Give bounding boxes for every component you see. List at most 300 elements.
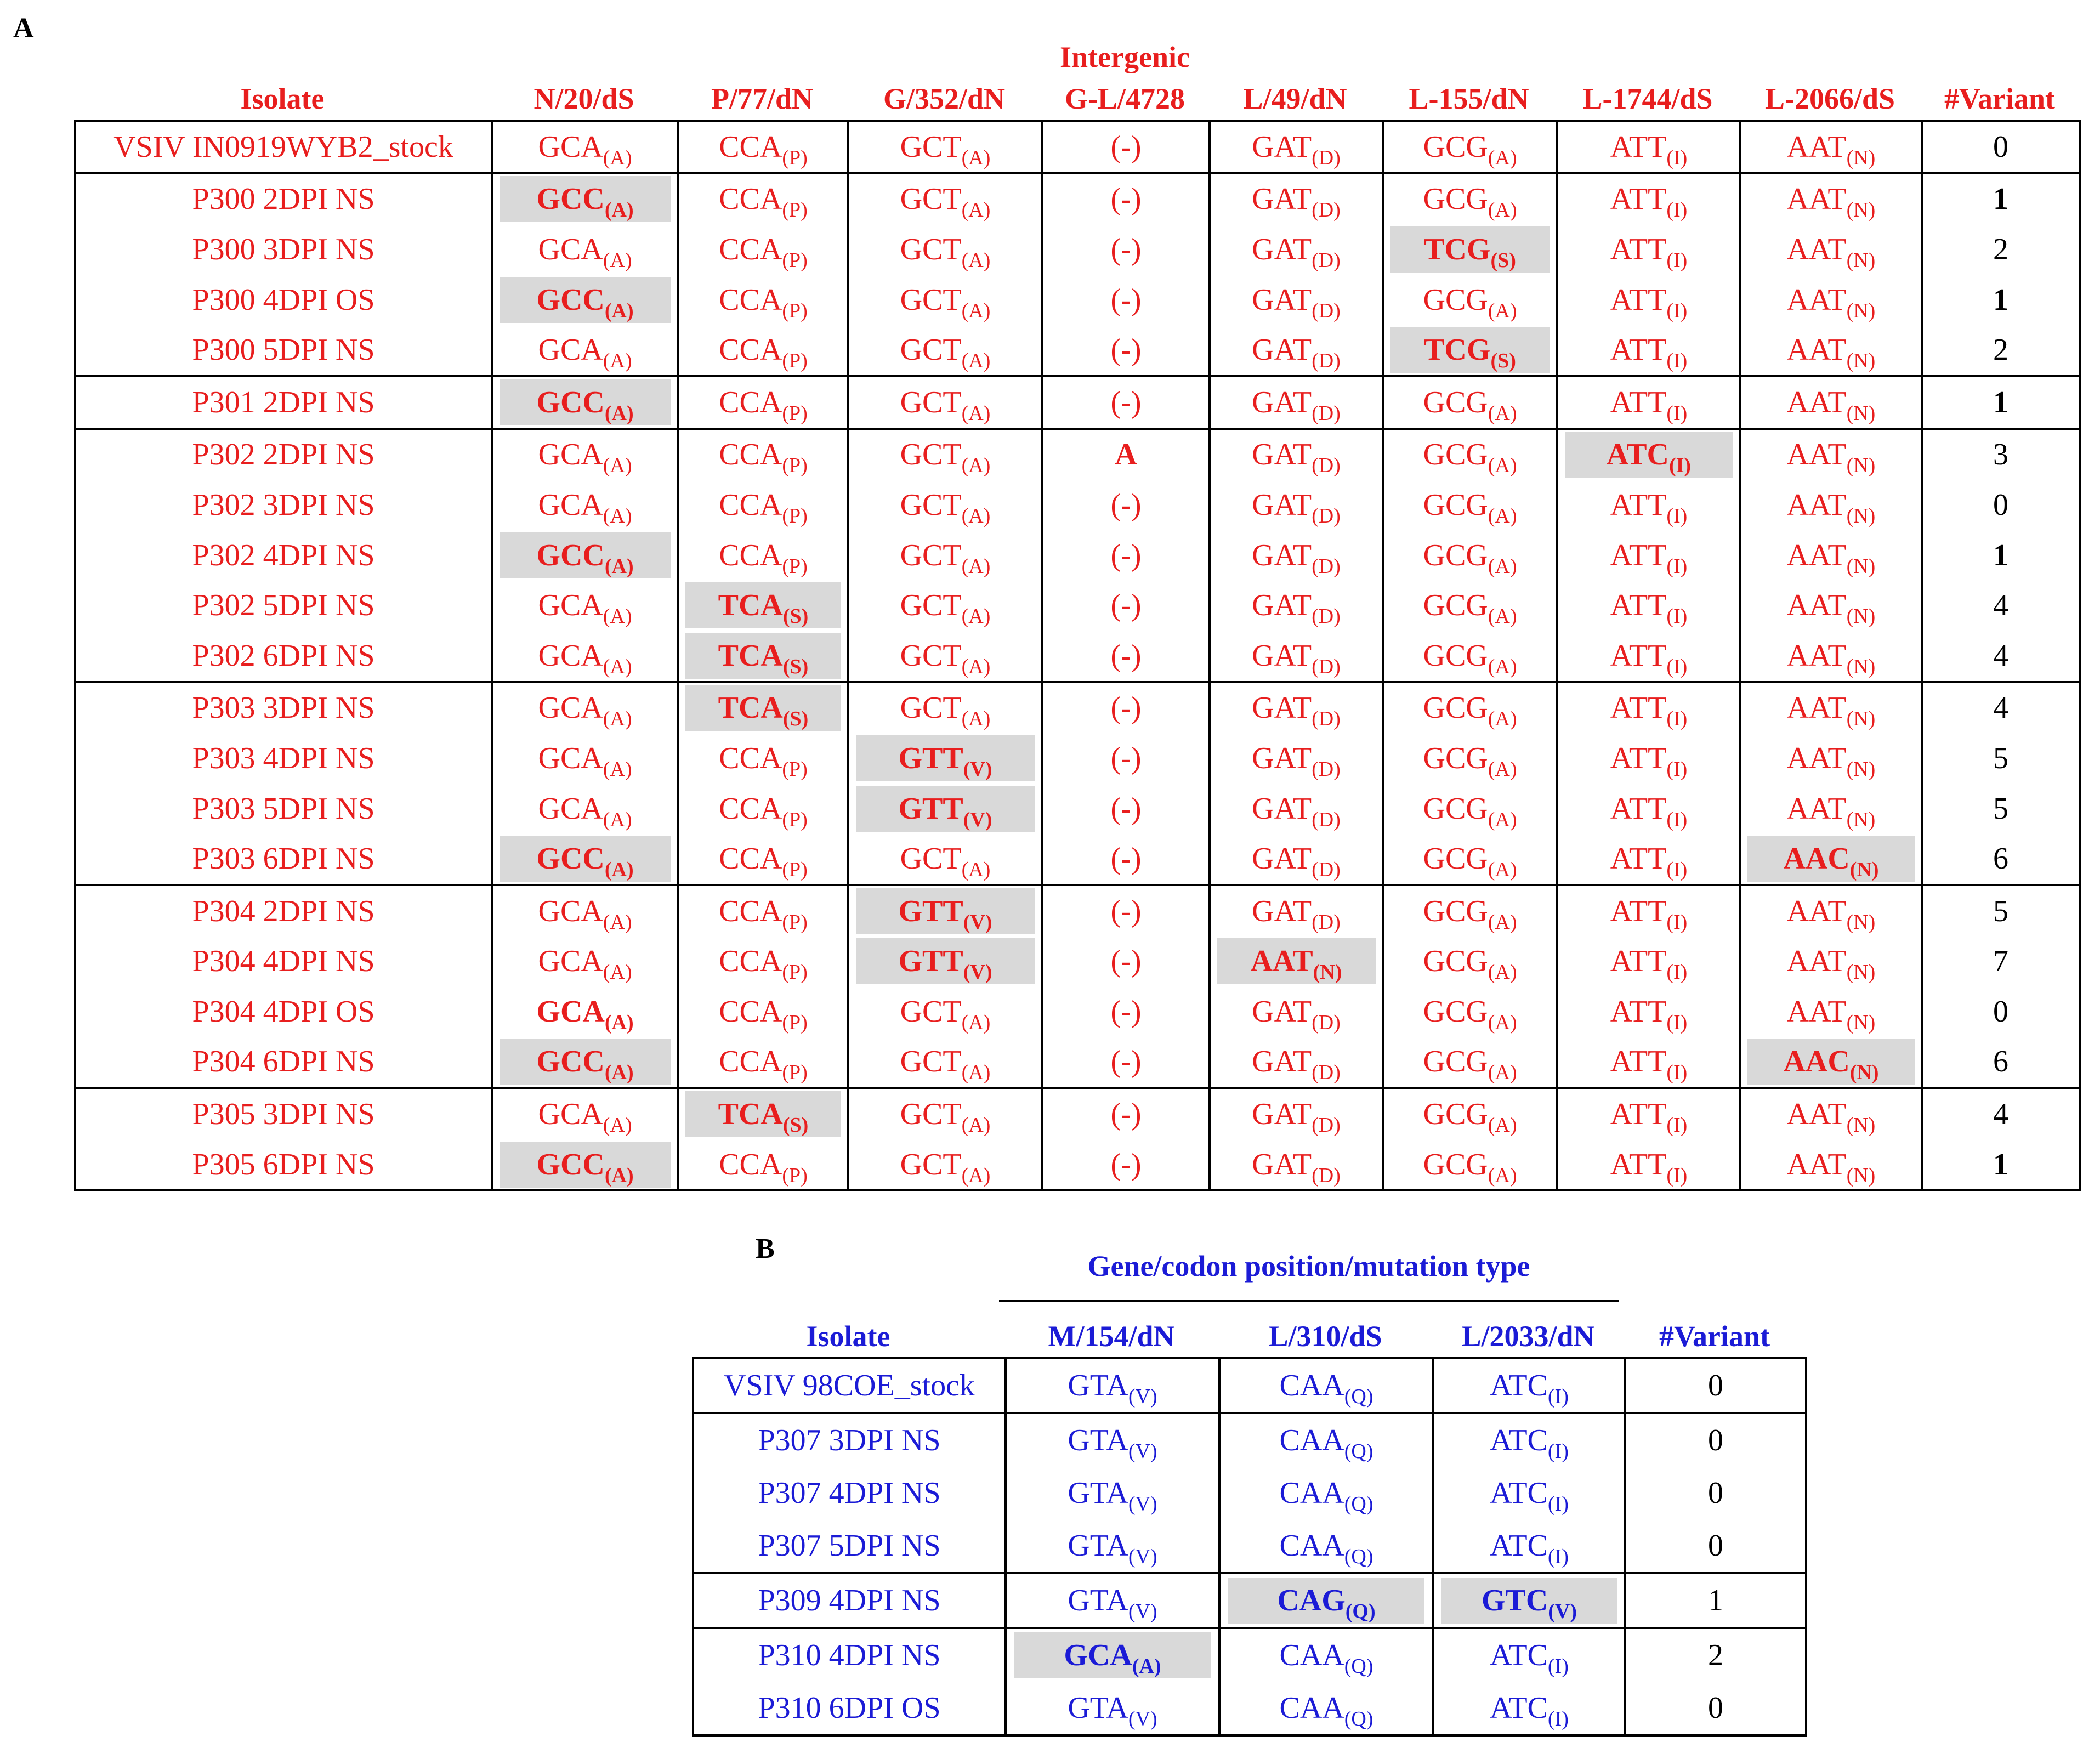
- codon: [1423, 124, 1517, 170]
- amino-acid-subscript: (N): [1846, 808, 1876, 831]
- codon-sequence: (-): [1110, 232, 1142, 266]
- codon: [1068, 1470, 1157, 1516]
- codon-cell: [1042, 530, 1210, 581]
- codon: [1423, 735, 1517, 781]
- codon: [1787, 379, 1876, 425]
- codon-cell: [848, 325, 1042, 376]
- codon-sequence: GCT: [900, 333, 962, 367]
- codon-cell: [848, 833, 1042, 885]
- variant-count: 1: [1993, 1147, 2008, 1182]
- codon-cell: [1740, 1088, 1922, 1139]
- amino-acid-subscript: (A): [603, 1114, 632, 1137]
- amino-acid-subscript: (V): [963, 808, 992, 831]
- codon-cell: [1557, 1088, 1740, 1139]
- codon-cell: [1210, 784, 1383, 834]
- variant-count-cell: [1922, 833, 2080, 885]
- codon-cell: [1006, 1467, 1219, 1519]
- variant-count-cell: [1922, 885, 2080, 937]
- codon: [719, 277, 808, 323]
- table-row: [693, 1573, 1806, 1628]
- codon-cell: [1383, 121, 1557, 173]
- amino-acid-subscript: (N): [1846, 299, 1876, 322]
- codon-sequence: ATT: [1610, 232, 1667, 266]
- codon-sequence: GCG: [1423, 385, 1488, 419]
- codon-cell: [1740, 530, 1922, 581]
- panel-a-table: [74, 120, 2081, 1191]
- codon: [900, 582, 991, 628]
- codon-sequence: CCA: [719, 333, 782, 367]
- codon: [538, 582, 632, 628]
- codon: [900, 532, 991, 578]
- codon-cell: [1740, 429, 1922, 480]
- codon: [1610, 226, 1688, 273]
- highlighted-codon: [500, 277, 671, 323]
- amino-acid-subscript: (A): [1488, 454, 1517, 478]
- panel-a-header: [74, 38, 2079, 120]
- amino-acid-subscript: (A): [1488, 198, 1517, 222]
- amino-acid-subscript: (P): [782, 401, 808, 425]
- codon: [538, 735, 632, 781]
- isolate-cell: P300 3DPI NS: [75, 224, 492, 275]
- isolate-cell: P309 4DPI NS: [693, 1573, 1006, 1628]
- codon-sequence: GAT: [1252, 438, 1312, 472]
- codon-cell: [1433, 1573, 1625, 1628]
- codon-cell: [1433, 1519, 1625, 1573]
- table-row: [75, 173, 2080, 225]
- variant-count-cell: [1922, 429, 2080, 480]
- variant-count: 5: [1993, 791, 2008, 826]
- amino-acid-subscript: (D): [1312, 707, 1341, 731]
- codon-cell: [1557, 530, 1740, 581]
- codon-sequence: GCG: [1423, 994, 1488, 1029]
- amino-acid-subscript: (N): [1846, 504, 1876, 527]
- codon: [1111, 327, 1142, 373]
- amino-acid-subscript: (Q): [1345, 1600, 1376, 1623]
- codon: [1280, 1470, 1373, 1516]
- codon: [1787, 786, 1876, 832]
- amino-acid-subscript: (P): [782, 349, 808, 373]
- amino-acid-subscript: (I): [1666, 1114, 1688, 1137]
- amino-acid-subscript: (N): [1846, 757, 1876, 781]
- codon-sequence: ATT: [1610, 129, 1667, 164]
- amino-acid-subscript: (A): [603, 655, 632, 678]
- codon-sequence: GAT: [1252, 282, 1312, 317]
- codon-sequence: CAG: [1277, 1584, 1346, 1618]
- codon-sequence: GCG: [1423, 1147, 1488, 1182]
- table-row: [75, 376, 2080, 429]
- amino-acid-subscript: (A): [604, 198, 634, 222]
- amino-acid-subscript: (I): [1547, 1385, 1569, 1408]
- column-header-line: P/77/dN: [711, 82, 814, 115]
- codon-sequence: AAT: [1786, 182, 1847, 217]
- codon-cell: [848, 682, 1042, 734]
- amino-acid-subscript: (A): [604, 1061, 634, 1085]
- codon: [900, 633, 991, 679]
- codon-cell: [1219, 1413, 1433, 1467]
- highlighted-codon: [1747, 1039, 1914, 1085]
- codon-cell: [848, 580, 1042, 631]
- amino-acid-subscript: (D): [1312, 198, 1341, 222]
- table-row: [693, 1682, 1806, 1735]
- codon-sequence: ATC: [1490, 1691, 1548, 1725]
- highlighted-codon: [685, 1091, 842, 1137]
- codon-sequence: ATT: [1610, 741, 1667, 775]
- amino-acid-subscript: (V): [1128, 1493, 1157, 1516]
- codon-cell: [848, 733, 1042, 784]
- codon: [538, 432, 632, 478]
- codon-sequence: GTA: [1068, 1529, 1128, 1563]
- codon-cell: [678, 1037, 848, 1088]
- amino-acid-subscript: (D): [1312, 858, 1341, 882]
- amino-acid-subscript: (N): [1849, 858, 1879, 882]
- table-row: [75, 121, 2080, 173]
- codon-sequence: (-): [1110, 1147, 1142, 1182]
- codon-cell: [1042, 682, 1210, 734]
- codon-sequence: TCA: [718, 1097, 783, 1132]
- amino-acid-subscript: (V): [1128, 1600, 1157, 1623]
- codon-cell: [1042, 173, 1210, 225]
- variant-count-cell: [1922, 1037, 2080, 1088]
- codon-sequence: AAT: [1786, 791, 1847, 826]
- amino-acid-subscript: (D): [1312, 605, 1341, 628]
- variant-count-cell: [1922, 580, 2080, 631]
- codon: [1111, 226, 1142, 273]
- codon-sequence: GAT: [1252, 741, 1312, 775]
- codon-cell: [492, 833, 678, 885]
- codon-sequence: GAT: [1252, 588, 1312, 623]
- amino-acid-subscript: (N): [1846, 1114, 1876, 1137]
- codon-sequence: GCG: [1423, 638, 1488, 673]
- amino-acid-subscript: (N): [1846, 146, 1876, 169]
- amino-acid-subscript: (D): [1312, 1011, 1341, 1034]
- amino-acid-subscript: (P): [782, 299, 808, 322]
- isolate-cell: VSIV 98COE_stock: [693, 1358, 1006, 1413]
- codon-sequence: GCA: [538, 487, 603, 522]
- codon-cell: [1210, 733, 1383, 784]
- amino-acid-subscript: (I): [1666, 401, 1688, 425]
- codon: [900, 327, 991, 373]
- codon-sequence: AAT: [1786, 1097, 1847, 1132]
- variant-count-cell: [1922, 733, 2080, 784]
- codon: [900, 1039, 991, 1085]
- amino-acid-subscript: (I): [1547, 1545, 1569, 1568]
- isolate-cell: P303 6DPI NS: [75, 833, 492, 885]
- amino-acid-subscript: (A): [1488, 299, 1517, 322]
- amino-acid-subscript: (A): [1488, 655, 1517, 678]
- codon-cell: [1557, 480, 1740, 530]
- amino-acid-subscript: (Q): [1344, 1440, 1373, 1463]
- column-header-line: G-L/4728: [1064, 82, 1185, 115]
- codon: [1252, 1142, 1341, 1188]
- codon-cell: [1557, 325, 1740, 376]
- codon-sequence: GCG: [1423, 538, 1488, 572]
- codon-cell: [1210, 937, 1383, 987]
- codon-sequence: TCA: [718, 588, 783, 623]
- codon: [538, 633, 632, 679]
- codon-cell: [1433, 1358, 1625, 1413]
- codon: [1610, 786, 1688, 832]
- codon-sequence: GCA: [538, 129, 603, 164]
- codon-cell: [1219, 1682, 1433, 1735]
- codon: [1490, 1685, 1569, 1731]
- codon-sequence: ATC: [1490, 1369, 1548, 1403]
- codon: [1068, 1685, 1157, 1731]
- amino-acid-subscript: (A): [1488, 808, 1517, 831]
- amino-acid-subscript: (P): [782, 1061, 808, 1085]
- codon-sequence: ATT: [1610, 1147, 1667, 1182]
- codon-cell: [678, 429, 848, 480]
- highlighted-codon: [1565, 432, 1733, 478]
- codon-cell: [1210, 224, 1383, 275]
- highlighted-codon: [1441, 1578, 1617, 1624]
- codon-sequence: GCG: [1423, 1045, 1488, 1079]
- codon-cell: [1383, 885, 1557, 937]
- codon-sequence: (-): [1110, 691, 1142, 725]
- codon-sequence: GCT: [900, 385, 962, 419]
- amino-acid-subscript: (A): [961, 707, 991, 731]
- codon-sequence: AAT: [1786, 741, 1847, 775]
- highlighted-codon: [1390, 327, 1550, 373]
- amino-acid-subscript: (A): [603, 808, 632, 831]
- amino-acid-subscript: (S): [782, 655, 809, 678]
- variant-count: 7: [1993, 944, 2008, 979]
- variant-count: 0: [1708, 1369, 1723, 1403]
- amino-acid-subscript: (S): [1490, 248, 1516, 272]
- codon: [1610, 989, 1688, 1035]
- column-header-line: Intergenic: [1060, 41, 1190, 73]
- codon-cell: [678, 580, 848, 631]
- codon-sequence: ATT: [1610, 588, 1667, 623]
- codon: [1252, 633, 1341, 679]
- variant-count: 4: [1993, 1097, 2008, 1132]
- isolate-cell: P302 2DPI NS: [75, 429, 492, 480]
- codon-cell: [1740, 631, 1922, 682]
- codon-sequence: GCT: [900, 1045, 962, 1079]
- codon-sequence: (-): [1110, 182, 1142, 217]
- codon: [1423, 633, 1517, 679]
- table-row: [693, 1519, 1806, 1573]
- codon: [1252, 532, 1341, 578]
- codon: [1423, 888, 1517, 934]
- codon: [900, 836, 991, 882]
- codon-cell: [1042, 325, 1210, 376]
- isolate-cell: P310 4DPI NS: [693, 1628, 1006, 1682]
- isolate-cell: P310 6DPI OS: [693, 1682, 1006, 1735]
- codon-cell: [848, 480, 1042, 530]
- codon: [1610, 633, 1688, 679]
- variant-count: 1: [1993, 282, 2008, 317]
- amino-acid-subscript: (A): [1132, 1655, 1161, 1678]
- column-header-line: L/49/dN: [1243, 82, 1347, 115]
- amino-acid-subscript: (A): [603, 757, 632, 781]
- variant-count-cell: [1922, 376, 2080, 429]
- isolate-cell: P304 6DPI NS: [75, 1037, 492, 1088]
- codon: [1423, 379, 1517, 425]
- amino-acid-subscript: (I): [1666, 554, 1688, 578]
- codon-sequence: (-): [1110, 588, 1142, 623]
- codon-cell: [678, 121, 848, 173]
- codon: [1111, 989, 1142, 1035]
- amino-acid-subscript: (A): [604, 1011, 634, 1034]
- amino-acid-subscript: (A): [961, 349, 991, 373]
- amino-acid-subscript: (D): [1312, 248, 1341, 272]
- codon: [1252, 735, 1341, 781]
- variant-count-cell: [1922, 1088, 2080, 1139]
- codon-sequence: GAT: [1252, 129, 1312, 164]
- codon: [1111, 633, 1142, 679]
- codon-cell: [1042, 580, 1210, 631]
- codon-sequence: ATC: [1490, 1638, 1548, 1672]
- codon-cell: [678, 530, 848, 581]
- codon-cell: [1557, 784, 1740, 834]
- codon: [1787, 633, 1876, 679]
- codon-sequence: GTT: [898, 791, 963, 826]
- highlighted-codon: [685, 685, 842, 731]
- column-header-line: G/352/dN: [883, 82, 1006, 115]
- amino-acid-subscript: (Q): [1344, 1707, 1373, 1730]
- codon-cell: [1740, 480, 1922, 530]
- codon-sequence: ATT: [1610, 385, 1667, 419]
- codon: [719, 482, 808, 528]
- codon: [538, 938, 632, 984]
- codon-cell: [1740, 833, 1922, 885]
- codon-sequence: GCT: [900, 232, 962, 266]
- variant-count: 1: [1708, 1584, 1723, 1618]
- codon-cell: [678, 480, 848, 530]
- codon-sequence: ATT: [1610, 894, 1667, 928]
- codon-sequence: (-): [1110, 129, 1142, 164]
- codon: [719, 327, 808, 373]
- codon-sequence: (-): [1110, 894, 1142, 928]
- codon-sequence: A: [1115, 438, 1137, 472]
- variant-count-cell: [1922, 121, 2080, 173]
- codon-sequence: CCA: [719, 1045, 782, 1079]
- codon-cell: [678, 631, 848, 682]
- codon-cell: [1210, 429, 1383, 480]
- codon-sequence: GCT: [900, 1147, 962, 1182]
- amino-acid-subscript: (N): [1846, 707, 1876, 731]
- column-header: Isolate: [806, 1320, 890, 1353]
- codon-cell: [1557, 429, 1740, 480]
- codon: [1280, 1523, 1373, 1569]
- amino-acid-subscript: (A): [604, 858, 634, 882]
- variant-count-cell: [1922, 631, 2080, 682]
- codon: [1610, 482, 1688, 528]
- amino-acid-subscript: (I): [1666, 605, 1688, 628]
- codon-cell: [678, 376, 848, 429]
- column-header: [74, 78, 491, 120]
- codon-sequence: GAT: [1252, 333, 1312, 367]
- amino-acid-subscript: (I): [1666, 910, 1688, 934]
- amino-acid-subscript: (I): [1547, 1655, 1569, 1678]
- amino-acid-subscript: (D): [1312, 757, 1341, 781]
- codon-sequence: CCA: [719, 232, 782, 266]
- codon-cell: [492, 1037, 678, 1088]
- amino-acid-subscript: (I): [1666, 198, 1688, 222]
- variant-count-cell: [1922, 224, 2080, 275]
- codon-sequence: GCT: [900, 1097, 962, 1132]
- amino-acid-subscript: (P): [782, 858, 808, 882]
- codon-cell: [1383, 631, 1557, 682]
- codon-cell: [1557, 733, 1740, 784]
- amino-acid-subscript: (D): [1312, 454, 1341, 478]
- codon-sequence: ATC: [1490, 1529, 1548, 1563]
- amino-acid-subscript: (P): [782, 248, 808, 272]
- highlighted-codon: [1217, 938, 1376, 984]
- highlighted-codon: [685, 633, 842, 679]
- amino-acid-subscript: (D): [1312, 1164, 1341, 1187]
- amino-acid-subscript: (A): [603, 605, 632, 628]
- codon: [719, 938, 808, 984]
- codon-sequence: GCT: [900, 129, 962, 164]
- codon: [1787, 432, 1876, 478]
- codon: [538, 685, 632, 731]
- codon: [719, 1142, 808, 1188]
- codon-sequence: GCC: [536, 282, 605, 317]
- variant-count-cell: [1922, 784, 2080, 834]
- codon-cell: [1740, 224, 1922, 275]
- highlighted-codon: [1228, 1578, 1425, 1624]
- isolate-cell: P300 4DPI OS: [75, 275, 492, 325]
- amino-acid-subscript: (A): [961, 146, 991, 169]
- variant-count-cell: [1625, 1358, 1806, 1413]
- codon-sequence: GAT: [1252, 842, 1312, 876]
- codon-cell: [678, 733, 848, 784]
- amino-acid-subscript: (P): [782, 808, 808, 831]
- codon: [1787, 582, 1876, 628]
- codon-sequence: ATT: [1610, 791, 1667, 826]
- codon-cell: [1740, 937, 1922, 987]
- codon-sequence: CAA: [1279, 1423, 1344, 1457]
- amino-acid-subscript: (N): [1846, 1164, 1876, 1187]
- highlighted-codon: [856, 735, 1035, 781]
- codon: [719, 226, 808, 273]
- codon-sequence: (-): [1110, 741, 1142, 775]
- codon-cell: [492, 784, 678, 834]
- codon-cell: [492, 631, 678, 682]
- table-row: [75, 480, 2080, 530]
- table-row: [693, 1413, 1806, 1467]
- isolate-cell: P307 4DPI NS: [693, 1467, 1006, 1519]
- codon-sequence: GAT: [1252, 894, 1312, 928]
- highlighted-codon: [500, 1039, 671, 1085]
- codon-cell: [1557, 833, 1740, 885]
- highlighted-codon: [500, 836, 671, 882]
- codon: [1111, 685, 1142, 731]
- codon-cell: [1557, 885, 1740, 937]
- amino-acid-subscript: (Q): [1344, 1493, 1373, 1516]
- variant-count: 1: [1993, 182, 2008, 217]
- codon-cell: [1740, 682, 1922, 734]
- isolate-cell: P303 4DPI NS: [75, 733, 492, 784]
- variant-count-cell: [1922, 986, 2080, 1037]
- table-row: [693, 1358, 1806, 1413]
- table-row: [75, 1088, 2080, 1139]
- isolate-cell: P305 6DPI NS: [75, 1139, 492, 1191]
- codon-cell: [1219, 1519, 1433, 1573]
- amino-acid-subscript: (I): [1668, 454, 1692, 478]
- codon: [1252, 685, 1341, 731]
- amino-acid-subscript: (V): [1128, 1440, 1157, 1463]
- codon: [1610, 836, 1688, 882]
- table-row: [75, 885, 2080, 937]
- codon-sequence: CCA: [719, 282, 782, 317]
- amino-acid-subscript: (I): [1666, 299, 1688, 322]
- codon-sequence: ATC: [1606, 438, 1669, 472]
- codon-cell: [1210, 1037, 1383, 1088]
- codon: [1787, 685, 1876, 731]
- codon: [538, 786, 632, 832]
